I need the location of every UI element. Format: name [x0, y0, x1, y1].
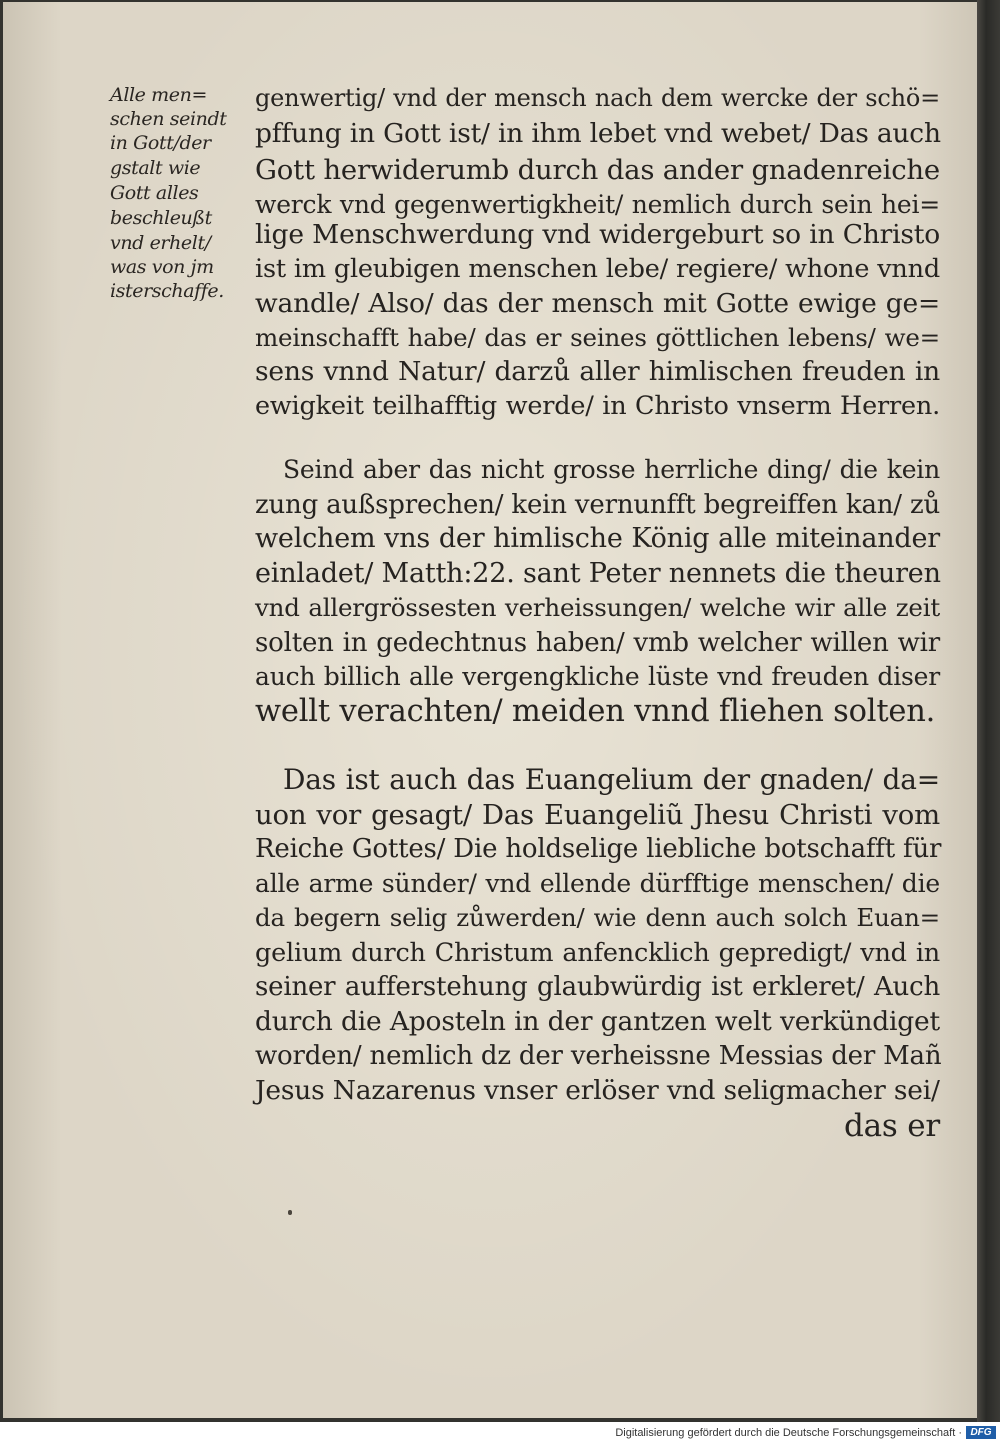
marginal-note-line: in Gott/der — [110, 132, 211, 154]
footer-bar — [0, 1422, 1000, 1444]
marginal-note-line: was von jm — [110, 256, 214, 278]
text-line: auch billich alle vergengkliche lüste vnd freuden diser — [255, 662, 940, 691]
text-line: Reiche Gottes/ Die holdselige liebliche botschafft für — [255, 834, 942, 864]
text-line: Das ist auch das Euangelium der gnaden/ da= — [283, 763, 940, 796]
text-line: sens vnnd Natur/ darzů aller himlischen freuden in — [255, 356, 940, 387]
marginal-note-line: beschleußt — [110, 207, 212, 229]
book-gutter — [977, 0, 1000, 1422]
marginal-note-line: gstalt wie — [110, 157, 201, 179]
funding-notice: Digitalisierung gefördert durch die Deutsche Forschungsgemeinschaft · — [615, 1427, 962, 1439]
text-line: pffung in Gott ist/ in ihm lebet vnd webet/ Das auch — [255, 118, 941, 149]
text-line: lige Menschwerdung vnd widergeburt so in Christo — [255, 219, 940, 250]
text-line: einladet/ Matth:22. sant Peter nennets die theuren — [255, 558, 941, 589]
text-line: gelium durch Christum anfencklich gepredigt/ vnd in — [255, 938, 940, 968]
text-line: da begern selig zůwerden/ wie denn auch solch Euan= — [255, 903, 940, 932]
marginal-note-line: Alle men= — [110, 84, 207, 106]
text-line: wandle/ Also/ das der mensch mit Gotte ewige ge= — [255, 288, 940, 319]
text-line: solten in gedechtnus haben/ vmb welcher willen wir — [255, 628, 940, 658]
catchword: das er — [843, 1108, 940, 1144]
text-line: vnd allergrössesten verheissungen/ welche wir alle zeit — [255, 593, 940, 622]
text-line: worden/ nemlich dz der verheissne Messias der Mañ — [255, 1041, 942, 1071]
text-line: werck vnd gegenwertigkheit/ nemlich durch sein hei= — [255, 190, 940, 219]
text-line: zung außsprechen/ kein vernunfft begreiffen kan/ zů — [255, 490, 940, 520]
text-line: wellt verachten/ meiden vnnd fliehen solten. — [255, 694, 936, 729]
text-line: ewigkeit teilhafftig werde/ in Christo vnserm Herren. — [255, 391, 940, 421]
text-line: Seind aber das nicht grosse herrliche ding/ die kein — [283, 455, 940, 484]
text-line: meinschafft habe/ das er seines göttlichen lebens/ we= — [255, 323, 940, 352]
text-line: durch die Aposteln in der gantzen welt verkündiget — [255, 1006, 940, 1037]
text-line: ist im gleubigen menschen lebe/ regiere/ whone vnnd — [255, 254, 940, 284]
marginal-note-line: isterschaffe. — [110, 280, 224, 302]
ink-speck — [288, 1210, 292, 1215]
dfg-logo-icon: DFG — [966, 1426, 996, 1439]
text-line: alle arme sünder/ vnd ellende dürfftige menschen/ die — [255, 869, 940, 898]
marginal-note-line: Gott alles — [110, 182, 199, 204]
text-line: Gott herwiderumb durch das ander gnadenreiche — [255, 154, 940, 186]
text-line: Jesus Nazarenus vnser erlöser vnd seligmacher sei/ — [255, 1075, 940, 1106]
text-line: genwertig/ vnd der mensch nach dem wercke der schö= — [255, 84, 940, 112]
marginal-note-line: schen seindt — [110, 108, 227, 130]
text-line: seiner aufferstehung glaubwürdig ist erkleret/ Auch — [255, 972, 940, 1002]
marginal-note-line: vnd erhelt/ — [110, 232, 211, 254]
text-line: welchem vns der himlische König alle miteinander — [255, 523, 940, 554]
text-line: uon vor gesagt/ Das Euangeliũ Jhesu Christi vom — [255, 799, 940, 831]
